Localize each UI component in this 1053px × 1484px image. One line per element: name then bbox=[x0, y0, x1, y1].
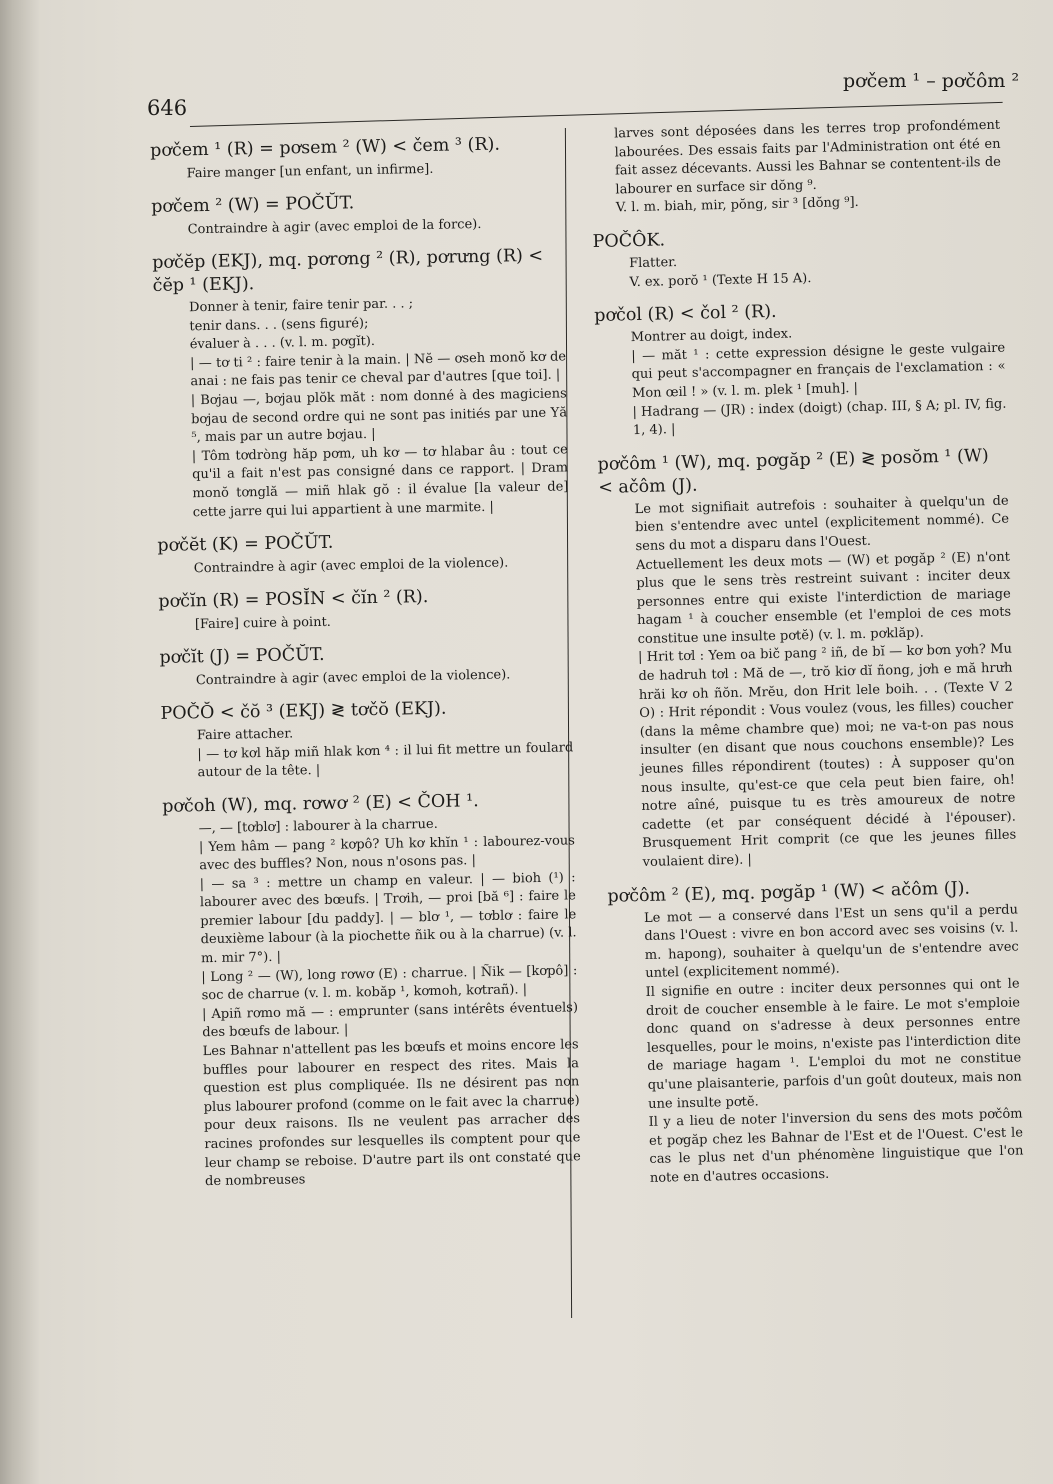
entry-body bbox=[153, 292, 569, 523]
entry-headword: POČŎ < čŏ ³ (EKJ) ≷ tơčŏ (EKJ). bbox=[160, 698, 447, 725]
header-rule bbox=[189, 56, 1003, 127]
entry-example: | — tơ kơl hăp miñ hlak kơn ⁴ : il lui fit mettre un foulard autour de la tête. | bbox=[197, 740, 574, 781]
entry-line: Il y a lieu de noter l'inversion du sens des mots pơčôm et pơgăp chez les Bahnar de l'Est et de l'Ouest. C'est le cas le plus net d'un phénomène linguistique que l'on note en d'autres occasions. bbox=[648, 1106, 1024, 1186]
entry-line: évaluer à . . . (v. l. m. pơgĭt). bbox=[189, 334, 376, 353]
entry-example: | Tôm tơdròng hăp pơm, uh kơ — tơ hlabar âu : tout ce qu'il a fait n'est pas consigné dans ce rapport. | Dram monŏ tơnglă — miñ hlak gŏ : il évalue [la valeur de] cette jarre qui lui appartient à une marmite. | bbox=[191, 442, 569, 520]
entry-poco bbox=[160, 695, 573, 783]
entry-example: | Hrit tơl : Yem oa bič pang ² iñ, de bĭ — kơ bơn yơh? Mu de hadruh tơl : Mă de —, trŏ kiơ dĭ ñong, jơh e mă hrưh hrăi kơ oh ñŏn. Mrĕu, don Hrit lele boih. . . (Texte V 2 O) : Hrit répondit : Vous voulez (vous, les filles) coucher (dans la même chambre que) moi; ne va-t-on pas nous insulter (en disant que nous couchons ensemble)? Les jeunes filles répondirent (toutes) : À supposer qu'on nous insulte, qu'est-ce que cela peut bien faire, oh! notre aîné, puisque tu es très amoureux de notre cadette (et par conséquent décidé à l'épouser). Brusquement Hrit comprit (ce que les jeunes filles voulaient dire). | bbox=[637, 642, 1017, 870]
entry-pocoh-continuation bbox=[590, 117, 1002, 219]
entry-example: | Bơjau —, bơjau plŏk măt : nom donné à des magiciens bơjau de second ordre qui ne sont pas initiés par une Yă ⁵, mais par un autre bơjau. | bbox=[190, 386, 568, 446]
entry-definition: Contraindre à agir (avec emploi de la violence). bbox=[195, 667, 511, 689]
left-column bbox=[150, 132, 581, 1204]
entry-line: tenir dans. . . (sens figuré); bbox=[189, 315, 369, 334]
entry-body bbox=[161, 720, 574, 783]
entry-headword: pơčôm ¹ (W), mq. pơgăp ² (E) ≷ posŏm ¹ (W) < ačôm (J). bbox=[597, 445, 989, 498]
continuation-text bbox=[590, 117, 1002, 219]
entry-line: Donner à tenir, faire tenir par. . . ; bbox=[188, 296, 414, 316]
entry-headword: POČÔK. bbox=[592, 230, 666, 252]
entry-crossref: V. ex. porŏ ¹ (Texte H 15 A). bbox=[629, 270, 812, 290]
entry-headword: pơčem ² (W) = POČŬT. bbox=[151, 193, 355, 217]
entry-headword: pơčĭn (R) = POSĬN < čĭn ² (R). bbox=[158, 587, 429, 613]
entry-line: Le mot signifiait autrefois : souhaiter à quelqu'un de bien s'entendre avec untel (explicitement nommé). Ce sens du mot a disparu dans l'Ouest. bbox=[634, 493, 1010, 554]
running-head: pơčem ¹ – pơčôm ² bbox=[843, 70, 1020, 92]
entry-body bbox=[599, 492, 1017, 873]
entry-pocet bbox=[157, 528, 570, 580]
entry-pocom-2 bbox=[607, 876, 1024, 1189]
entry-body bbox=[595, 321, 1007, 442]
entry-headword: pơčoh (W), mq. rơwơ ² (E) < ČOH ¹. bbox=[162, 790, 479, 817]
right-column bbox=[590, 117, 1024, 1202]
entry-headword: pơčol (R) < čol ² (R). bbox=[594, 301, 777, 327]
entry-pocem-1 bbox=[150, 132, 563, 184]
entry-example: | — măt ¹ : cette expression désigne le geste vulgaire qui peut s'accompagner en français de l'exclamation : « Mon œil ! » (v. l. m. plek ¹ [muh]. | bbox=[631, 340, 1006, 402]
page-number: 646 bbox=[147, 96, 188, 120]
entry-body bbox=[162, 813, 581, 1192]
entry-example: | Hadrang — (JR) : index (doigt) (chap. III, § A; pl. IV, fig. 1, 4). | bbox=[632, 396, 1007, 439]
entry-note: Les Bahnar n'attellent pas les bœufs et moins encore les buffles pour labourer en respect des rites. Mais la question est plus compliquée. Ils ne désirent pas non plus labourer profond (comme on le fait avec la charrue) pour deux raisons. Ils ne veulent pas arracher des racines profondes sur lesquelles ils comptent pour que leur champ se reboise. D'autre part ils ont constaté que de nombreuses bbox=[202, 1037, 581, 1190]
entry-pocol bbox=[594, 296, 1007, 442]
entry-line: Le mot — a conservé dans l'Est un sens qu'il a perdu dans l'Ouest : vivre en bon accord avec ses voisins (v. l. m. hapong), souhaiter à quelqu'un de s'entendre avec untel (explicitement nommé). bbox=[643, 902, 1019, 982]
entry-definition: Contraindre à agir (avec emploi de la violence). bbox=[193, 555, 509, 577]
entry-headword: pơčĕp (EKJ), mq. pơrơng ² (R), pơrưng (R) < čĕp ¹ (EKJ). bbox=[152, 245, 544, 296]
entry-definition: Faire manger [un enfant, un infirme]. bbox=[186, 161, 434, 182]
entry-line: Actuellement les deux mots — (W) et pơgăp ² (E) n'ont plus que le sens très restreint suivant : inciter deux personnes entre qui existe l'interdiction de mariage hagam ¹ à coucher ensemble (et l'emploi de ces mots constitue une insulte pơtĕ) (v. l. m. pơklăp). bbox=[635, 549, 1012, 647]
entry-note: larves sont déposées dans les terres trop profondément labourées. Des essais faits par l'Administration ont été en fait assez décevants. Aussi les Bahnar se contentent-ils de labourer en surface sir dŏng ⁹. bbox=[614, 117, 1002, 198]
entry-line: Montrer au doigt, index. bbox=[630, 326, 793, 346]
entry-example: | Long ² — (W), long rơwơ (E) : charrue. | Ñik — [kơpô] : soc de charrue (v. l. m. kobăp ¹, kơmoh, kơtrañ). | bbox=[201, 962, 578, 1004]
entry-headword: pơčĭt (J) = POČŬT. bbox=[159, 645, 325, 669]
entry-body bbox=[593, 247, 1004, 293]
entry-pocep bbox=[152, 244, 569, 523]
entry-pocoh bbox=[162, 788, 581, 1192]
entry-pocem-2 bbox=[151, 188, 564, 240]
entry-headword: pơčĕt (K) = POČŬT. bbox=[157, 532, 334, 557]
entry-headword: pơčôm ² (E), mq. pơgăp ¹ (W) < ačôm (J). bbox=[607, 878, 971, 907]
entry-pocit bbox=[159, 639, 572, 691]
entry-line: Flatter. bbox=[628, 255, 678, 272]
entry-example: | — sa ³ : mettre un champ en valeur. | — bioh (¹) : labourer avec des bœufs. | Trơih, — proi [bă ⁶] : faire le premier labour [du paddy]. | — blơ ¹, — tơblơ : faire le deuxième labour (à la piochette ñik ou à la charrue) (v. l. m. mir 7°). | bbox=[199, 870, 577, 967]
entry-example: | — tơ ti ² : faire tenir à la main. | Nĕ — ơseh monŏ kơ de anai : ne fais pas tenir ce cheval par d'autres [que toi]. | bbox=[189, 349, 567, 390]
entry-line: —, — [tơblơ] : labourer à la charrue. bbox=[198, 816, 438, 837]
entry-example: | Yem hâm — pang ² kơpô? Uh kơ khĭn ¹ : labourez-vous avec des buffles? Non, nous n'osons pas. | bbox=[198, 832, 576, 874]
entry-pocom-1 bbox=[597, 444, 1016, 873]
entry-line: Faire attacher. bbox=[196, 726, 294, 744]
entry-pocin bbox=[158, 583, 571, 635]
entry-body bbox=[608, 901, 1024, 1189]
entry-pocok bbox=[592, 222, 1003, 293]
entry-crossref: V. l. m. biah, mir, pŏng, sir ³ [dŏng ⁹]. bbox=[615, 195, 859, 216]
entry-example: | Apiñ rơmo mă — : emprunter (sans intérêts éventuels) des bœufs de labour. | bbox=[201, 1000, 579, 1041]
entry-definition: Contraindre à agir (avec emploi de la force). bbox=[187, 216, 482, 238]
entry-definition: [Faire] cuire à point. bbox=[194, 614, 332, 633]
entry-line: Il signifie en outre : inciter deux personnes qui ont le droit de coucher ensemble à le faire. Le mot s'emploie donc quand on s'adresse à deux personnes entre lesquelles, pour le moins, n'existe pas l'interdiction dite de mariage hagam ¹. L'emploi du mot ne constitue qu'une plaisanterie, parfois d'un goût douteux, mais non une insulte pơtĕ. bbox=[645, 976, 1022, 1112]
entry-headword: pơčem ¹ (R) = pơsem ² (W) < čem ³ (R). bbox=[150, 134, 501, 161]
